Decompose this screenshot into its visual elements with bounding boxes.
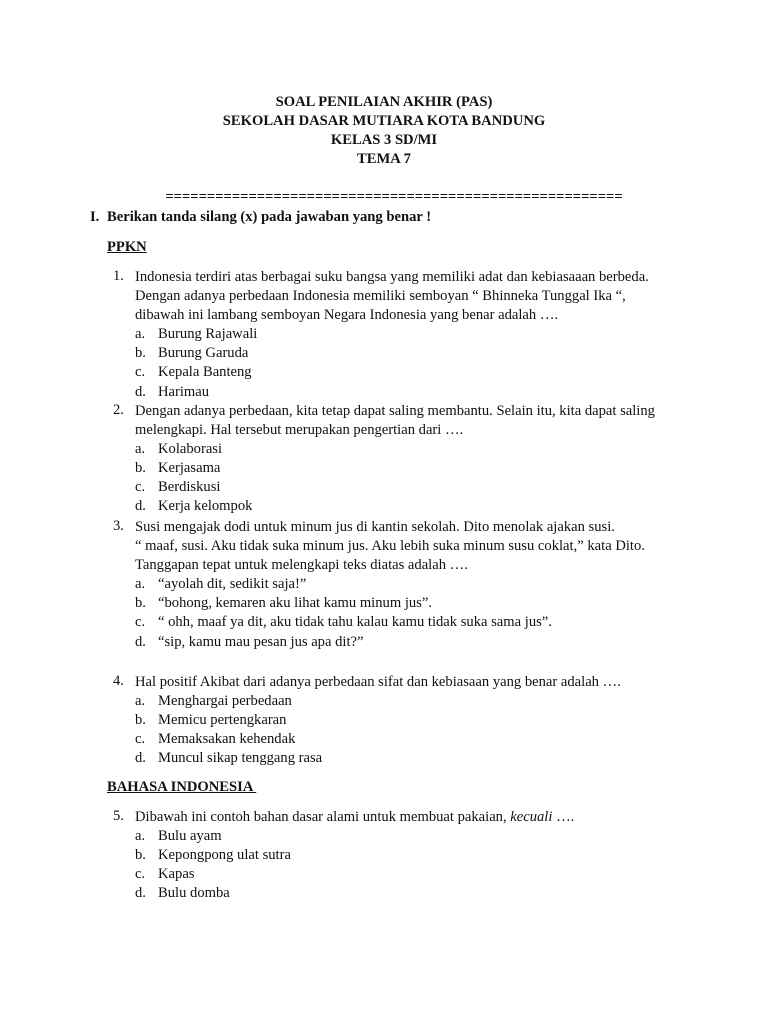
- answer-options: [135, 440, 693, 516]
- answer-options: [135, 692, 693, 768]
- option-letter: c.: [135, 614, 146, 631]
- option-letter: b.: [135, 460, 146, 477]
- option-letter: a.: [135, 441, 146, 458]
- option-text: “ ohh, maaf ya dit, aku tidak tahu kalau kamu tidak suka sama jus”.: [158, 614, 552, 631]
- answer-option[interactable]: [135, 692, 693, 711]
- option-letter: d.: [135, 885, 146, 902]
- answer-option[interactable]: [135, 344, 693, 363]
- answer-options: [135, 827, 693, 903]
- answer-options: [135, 325, 693, 401]
- answer-option[interactable]: [135, 846, 693, 865]
- option-text: Kolaborasi: [158, 441, 223, 458]
- answer-options: [135, 575, 693, 651]
- question-line: melengkapi. Hal tersebut merupakan pengertian dari ….: [135, 422, 464, 439]
- answer-option[interactable]: [135, 884, 693, 903]
- answer-option[interactable]: [135, 594, 693, 613]
- question-line: Hal positif Akibat dari adanya perbedaan sifat dan kebiasaan yang benar adalah ….: [135, 674, 621, 690]
- question-line: Indonesia terdiri atas berbagai suku bangsa yang memiliki adat dan kebiasaaan berbeda.: [135, 269, 649, 285]
- answer-option[interactable]: [135, 865, 693, 884]
- answer-option[interactable]: [135, 440, 693, 459]
- option-letter: c.: [135, 479, 146, 496]
- answer-option[interactable]: [135, 633, 693, 652]
- question-line: “ maaf, susi. Aku tidak suka minum jus. Aku lebih suka minum susu coklat,” kata Dito.: [135, 538, 645, 555]
- question-text: [135, 673, 693, 692]
- question-3: [113, 518, 693, 652]
- question-line: Dengan adanya perbedaan Indonesia memiliki semboyan “ Bhinneka Tunggal Ika “,: [135, 288, 626, 305]
- question-line: Tanggapan tepat untuk melengkapi teks diatas adalah ….: [135, 557, 468, 574]
- option-text: Bulu domba: [158, 885, 230, 902]
- section-heading: [90, 209, 432, 226]
- subsection-bahasa-indonesia: BAHASA INDONESIA: [107, 779, 257, 795]
- option-letter: d.: [135, 383, 146, 400]
- option-text: Kerjasama: [158, 460, 221, 477]
- section-instruction: Berikan tanda silang (x) pada jawaban yang benar !: [107, 209, 432, 225]
- question-number: 2.: [113, 402, 124, 418]
- header-school: SEKOLAH DASAR MUTIARA KOTA BANDUNG: [222, 113, 546, 129]
- question-number: 1.: [113, 268, 124, 284]
- option-text: Harimau: [158, 383, 210, 400]
- option-letter: d.: [135, 633, 146, 650]
- header-title: SOAL PENILAIAN AKHIR (PAS): [275, 94, 493, 110]
- option-letter: c.: [135, 731, 146, 748]
- question-number: 4.: [113, 673, 124, 689]
- option-text: Burung Rajawali: [158, 326, 258, 343]
- option-letter: b.: [135, 712, 146, 729]
- answer-option[interactable]: [135, 730, 693, 749]
- option-text: Memaksakan kehendak: [158, 731, 296, 748]
- option-text: Burung Garuda: [158, 345, 249, 362]
- question-text-emphasis: kecuali: [510, 809, 553, 825]
- option-text: Menghargai perbedaan: [158, 693, 292, 710]
- option-letter: a.: [135, 576, 146, 593]
- question-text: [135, 268, 693, 325]
- separator-line: =======================================================: [165, 189, 623, 205]
- option-text: Kepongpong ulat sutra: [158, 847, 291, 864]
- option-text: “sip, kamu mau pesan jus apa dit?”: [158, 633, 364, 650]
- option-text: “ayolah dit, sedikit saja!”: [158, 576, 307, 593]
- option-text: Memicu pertengkaran: [158, 712, 287, 729]
- option-letter: b.: [135, 345, 146, 362]
- answer-option[interactable]: [135, 497, 693, 516]
- answer-option[interactable]: [135, 711, 693, 730]
- answer-option[interactable]: [135, 325, 693, 344]
- option-text: Bulu ayam: [158, 828, 222, 845]
- option-letter: c.: [135, 364, 146, 381]
- option-letter: d.: [135, 498, 146, 515]
- subsection-ppkn: PPKN: [107, 239, 147, 255]
- option-text: Kepala Banteng: [158, 364, 252, 381]
- question-number: 5.: [113, 808, 124, 824]
- answer-option[interactable]: [135, 613, 693, 632]
- option-text: “bohong, kemaren aku lihat kamu minum jus”.: [158, 595, 432, 612]
- answer-option[interactable]: [135, 478, 693, 497]
- header-theme: TEMA 7: [357, 151, 411, 167]
- option-letter: c.: [135, 866, 146, 883]
- answer-option[interactable]: [135, 575, 693, 594]
- section-number: I.: [90, 209, 100, 225]
- question-4: [113, 673, 693, 768]
- option-text: Berdiskusi: [158, 479, 221, 496]
- question-2: [113, 402, 693, 517]
- question-5: [113, 808, 693, 903]
- question-text-main: Dibawah ini contoh bahan dasar alami untuk membuat pakaian,: [135, 809, 511, 825]
- question-text: [135, 808, 693, 827]
- answer-option[interactable]: [135, 749, 693, 768]
- question-text-end: ….: [552, 809, 575, 825]
- option-letter: d.: [135, 750, 146, 767]
- option-letter: a.: [135, 326, 146, 343]
- answer-option[interactable]: [135, 383, 693, 402]
- question-line: Dengan adanya perbedaan, kita tetap dapat saling membantu. Selain itu, kita dapat saling: [135, 403, 655, 419]
- option-letter: b.: [135, 595, 146, 612]
- option-text: Kerja kelompok: [158, 498, 253, 515]
- option-letter: b.: [135, 847, 146, 864]
- header-class: KELAS 3 SD/MI: [330, 132, 438, 148]
- question-1: [113, 268, 693, 402]
- answer-option[interactable]: [135, 363, 693, 382]
- answer-option[interactable]: [135, 459, 693, 478]
- question-line: Susi mengajak dodi untuk minum jus di kantin sekolah. Dito menolak ajakan susi.: [135, 519, 615, 535]
- question-number: 3.: [113, 518, 124, 534]
- answer-option[interactable]: [135, 827, 693, 846]
- question-line: dibawah ini lambang semboyan Negara Indonesia yang benar adalah ….: [135, 307, 559, 324]
- question-text: [135, 518, 693, 575]
- option-letter: a.: [135, 693, 146, 710]
- option-text: Muncul sikap tenggang rasa: [158, 750, 323, 767]
- option-text: Kapas: [158, 866, 195, 883]
- question-text: [135, 402, 693, 440]
- option-letter: a.: [135, 828, 146, 845]
